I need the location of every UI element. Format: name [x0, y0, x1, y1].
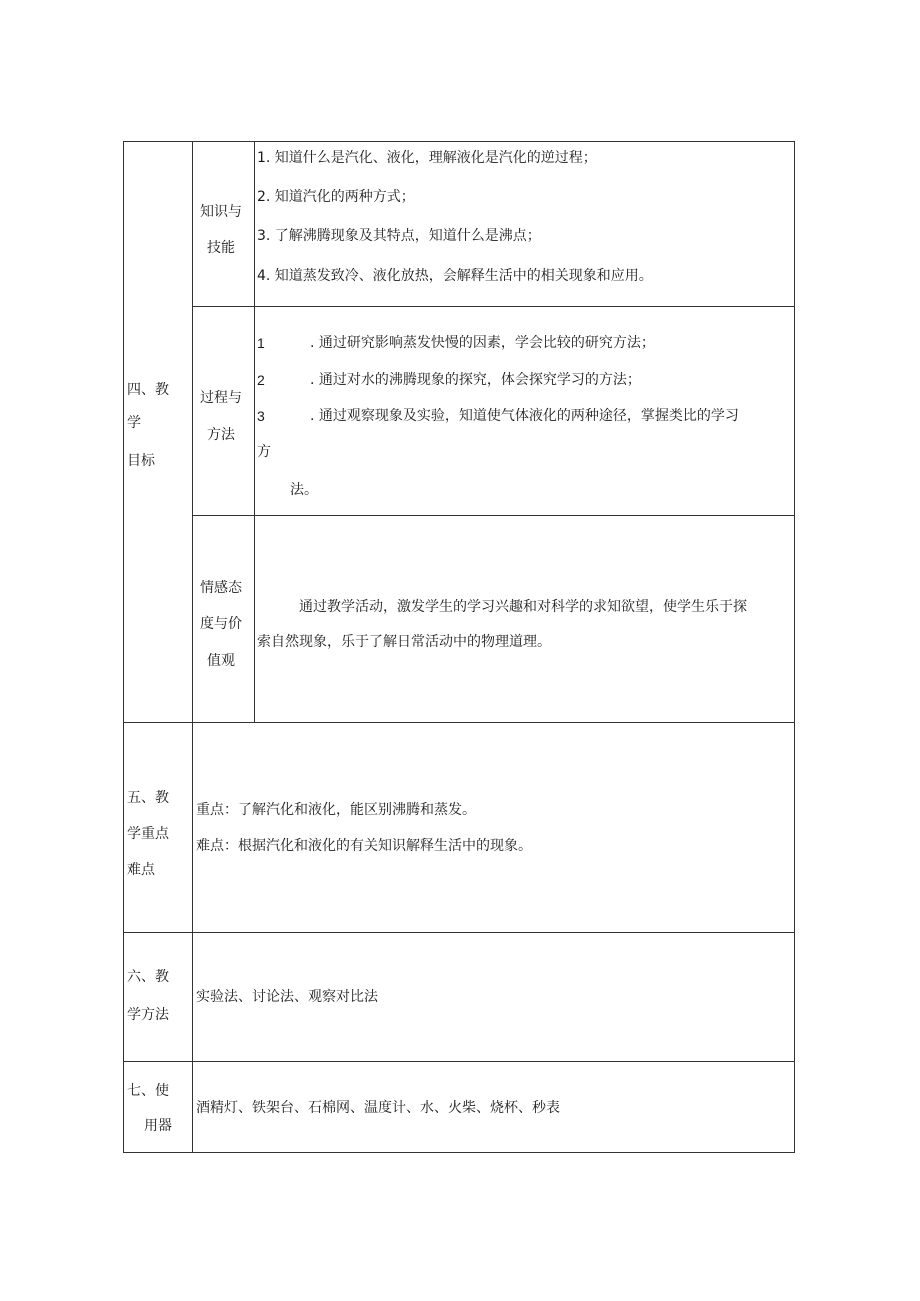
process-item-1-number: 1: [257, 335, 265, 351]
process-item-3-wrap-1: 方: [257, 444, 271, 460]
knowledge-item-4: 4. 知道蒸发致冷、液化放热，会解释生活中的相关现象和应用。: [257, 268, 653, 284]
emotion-label-line1: 情感态: [200, 580, 242, 596]
key-point-text: 重点：了解汽化和液化，能区别沸腾和蒸发。: [196, 802, 476, 818]
process-item-3-text: . 通过观察现象及实验，知道使气体液化的两种途径，掌握类比的学习: [310, 408, 739, 424]
section4-label-line2: 学: [127, 415, 141, 431]
knowledge-item-3: 3. 了解沸腾现象及其特点，知道什么是沸点；: [257, 228, 541, 244]
knowledge-item-2: 2. 知道汽化的两种方式；: [257, 189, 415, 205]
knowledge-label-line2: 技能: [207, 240, 235, 256]
difficult-point-text: 难点：根据汽化和液化的有关知识解释生活中的现象。: [196, 838, 532, 854]
process-item-3-number: 3: [257, 408, 265, 424]
section6-label-line2: 学方法: [127, 1007, 169, 1023]
section4-label-line3: 目标: [127, 453, 155, 469]
section6-label-line1: 六、教: [127, 969, 169, 985]
process-label-line2: 方法: [207, 427, 235, 443]
row-divider-section7: [123, 1061, 795, 1062]
section5-label-line1: 五、教: [127, 790, 169, 806]
knowledge-item-1: 1. 知道什么是汽化、液化，理解液化是汽化的逆过程；: [257, 150, 597, 166]
section5-label-line3: 难点: [127, 862, 155, 878]
emotion-label-line3: 值观: [207, 653, 235, 669]
row-divider-knowledge: [192, 306, 795, 307]
emotion-text-line2: 索自然现象，乐于了解日常活动中的物理道理。: [257, 634, 551, 650]
process-label-line1: 过程与: [200, 390, 242, 406]
knowledge-label-line1: 知识与: [200, 204, 242, 220]
teaching-methods-text: 实验法、讨论法、观察对比法: [196, 989, 378, 1005]
process-item-2-number: 2: [257, 372, 265, 388]
section7-label-line1: 七、使: [127, 1083, 169, 1099]
row-divider-process: [192, 515, 795, 516]
column-divider-2: [254, 141, 255, 723]
emotion-text-line1: 通过教学活动，激发学生的学习兴趣和对科学的求知欲望，使学生乐于探: [299, 599, 747, 615]
section7-label-line2: 用器: [144, 1118, 172, 1134]
emotion-label-line2: 度与价: [200, 616, 242, 632]
section4-label-line1: 四、教: [127, 382, 169, 398]
column-divider-1: [192, 141, 193, 1153]
equipment-list-text: 酒精灯、铁架台、石棉网、温度计、水、火柴、烧杯、秒表: [196, 1100, 560, 1116]
process-item-3-wrap-2: 法。: [290, 482, 318, 498]
row-divider-section5: [123, 722, 795, 723]
process-item-1-text: . 通过研究影响蒸发快慢的因素，学会比较的研究方法；: [310, 335, 655, 351]
row-divider-section6: [123, 932, 795, 933]
process-item-2-text: . 通过对水的沸腾现象的探究，体会探究学习的方法；: [310, 372, 641, 388]
section5-label-line2: 学重点: [127, 826, 169, 842]
